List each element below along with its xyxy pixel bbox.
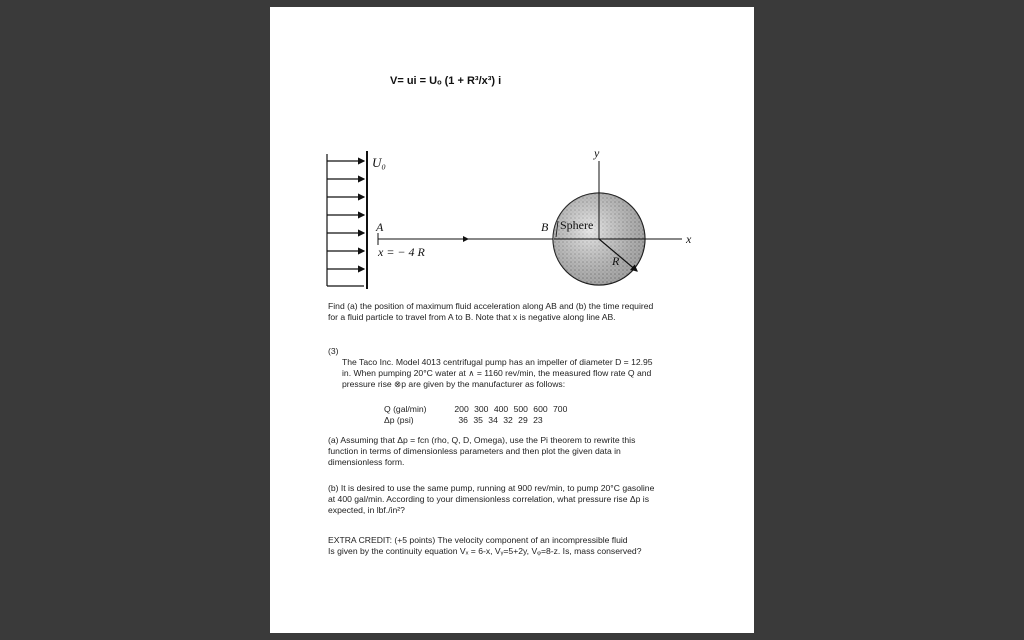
problem-statement: Find (a) the position of maximum fluid acceleration along AB and (b) the time required for a fluid particle to travel from A to B. Note that x is negative along line AB. <box>328 301 654 322</box>
pressure-rise-row <box>384 415 543 425</box>
flow-diagram <box>322 141 702 291</box>
velocity-formula: V= ui = Uₒ (1 + R³/x³) i <box>390 75 502 87</box>
flow-rate-row <box>384 404 567 414</box>
y-axis-label: y <box>594 146 600 160</box>
part-a-text: (a) Assuming that Δp = fcn (rho, Q, D, Omega), use the Pi theorem to rewrite this function in terms of dimensionless parameters and then plot the given data in dimensionless form. <box>328 435 636 467</box>
flow-rate-label: Q (gal/min) <box>384 404 427 414</box>
part-b-text: (b) It is desired to use the same pump, running at 900 rev/min, to pump 20°C gasoline at 400 gal/min. According to your dimensionless correlation, what pressure rise Δp is expected, in lbf./in²? <box>328 483 655 515</box>
position-label: x = − 4 R <box>378 245 425 259</box>
point-a-label: A <box>376 220 384 234</box>
radius-label: R <box>612 254 620 268</box>
document-page <box>270 7 754 633</box>
flow-rate-values: 200 300 400 500 600 700 <box>454 404 568 414</box>
pressure-rise-label: Δp (psi) <box>384 415 414 425</box>
pressure-rise-values: 36 35 34 32 29 23 <box>458 415 543 425</box>
point-b-label: B <box>541 220 549 234</box>
uniform-flow-arrows <box>327 151 367 289</box>
x-axis-label: x <box>686 232 692 246</box>
extra-credit-text: EXTRA CREDIT: (+5 points) The velocity component of an incompressible fluid Is given by the continuity equation Vₓ = 6-x, Vᵧ=5+2y, Vᵩ=8-z. Is, mass conserved? <box>328 535 642 556</box>
uniform-velocity-label: U₀ <box>372 155 386 170</box>
sphere-label: Sphere <box>560 218 594 232</box>
pump-description: The Taco Inc. Model 4013 centrifugal pump has an impeller of diameter D = 12.95 in. When pumping 20°C water at ∧ = 1160 rev/min, the measured flow rate Q and pressure rise ⊗p are given by the manufacturer as follows: <box>342 357 653 389</box>
problem-number: (3) <box>328 346 339 356</box>
